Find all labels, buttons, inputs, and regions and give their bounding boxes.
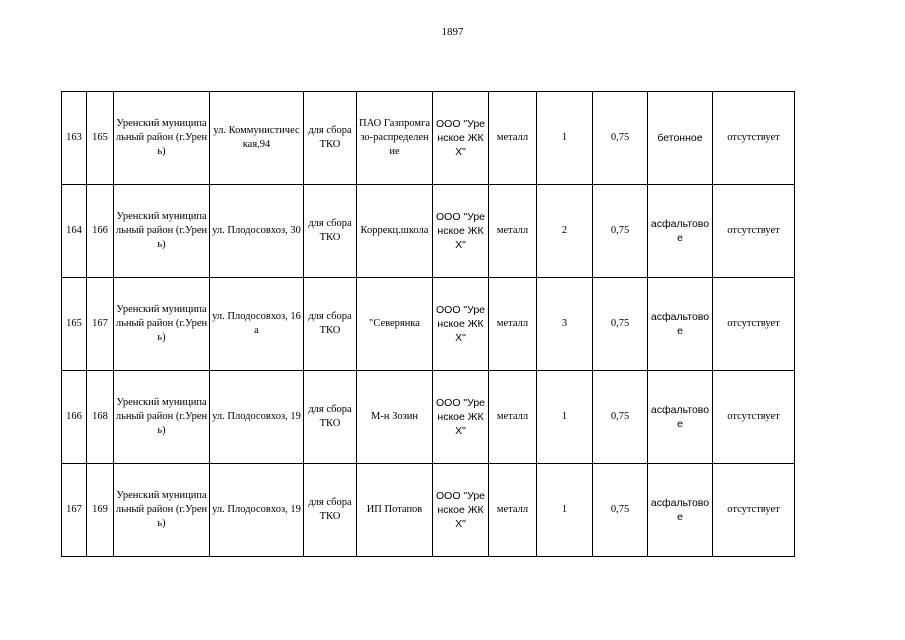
owner-cell: Коррекц.школа xyxy=(357,185,433,278)
owner-cell: М-н Зозин xyxy=(357,371,433,464)
site-id-cell: 165 xyxy=(87,92,114,185)
district-cell: Уренский муниципальный район (г.Урень) xyxy=(114,92,210,185)
operator-cell: ООО "Уренское ЖКХ" xyxy=(433,278,489,371)
container-count-cell: 1 xyxy=(537,464,593,557)
operator-cell: ООО "Уренское ЖКХ" xyxy=(433,464,489,557)
material-cell: металл xyxy=(489,464,537,557)
material-cell: металл xyxy=(489,92,537,185)
page-number: 1897 xyxy=(441,26,464,38)
row-number-cell: 166 xyxy=(62,371,87,464)
volume-cell: 0,75 xyxy=(593,371,648,464)
container-sites-table xyxy=(61,91,795,557)
owner-cell: "Северянка xyxy=(357,278,433,371)
material-cell: металл xyxy=(489,278,537,371)
operator-cell: ООО "Уренское ЖКХ" xyxy=(433,185,489,278)
row-number-cell: 164 xyxy=(62,185,87,278)
district-cell: Уренский муниципальный район (г.Урень) xyxy=(114,371,210,464)
surface-cell: бетонное xyxy=(648,92,713,185)
surface-cell: асфальтовое xyxy=(648,185,713,278)
table-row xyxy=(62,278,795,371)
site-id-cell: 169 xyxy=(87,464,114,557)
district-cell: Уренский муниципальный район (г.Урень) xyxy=(114,464,210,557)
volume-cell: 0,75 xyxy=(593,464,648,557)
site-id-cell: 166 xyxy=(87,185,114,278)
table-row xyxy=(62,92,795,185)
address-cell: ул. Плодосовхоз, 19 xyxy=(210,371,304,464)
material-cell: металл xyxy=(489,185,537,278)
material-cell: металл xyxy=(489,371,537,464)
surface-cell: асфальтовое xyxy=(648,464,713,557)
operator-cell: ООО "Уренское ЖКХ" xyxy=(433,92,489,185)
district-cell: Уренский муниципальный район (г.Урень) xyxy=(114,278,210,371)
purpose-cell: для сбора ТКО xyxy=(304,371,357,464)
table-row xyxy=(62,185,795,278)
fence-cell: отсутствует xyxy=(713,185,795,278)
operator-cell: ООО "Уренское ЖКХ" xyxy=(433,371,489,464)
address-cell: ул. Плодосовхоз, 30 xyxy=(210,185,304,278)
purpose-cell: для сбора ТКО xyxy=(304,464,357,557)
row-number-cell: 167 xyxy=(62,464,87,557)
site-id-cell: 168 xyxy=(87,371,114,464)
fence-cell: отсутствует xyxy=(713,92,795,185)
container-count-cell: 1 xyxy=(537,371,593,464)
row-number-cell: 163 xyxy=(62,92,87,185)
surface-cell: асфальтовое xyxy=(648,371,713,464)
purpose-cell: для сбора ТКО xyxy=(304,92,357,185)
district-cell: Уренский муниципальный район (г.Урень) xyxy=(114,185,210,278)
fence-cell: отсутствует xyxy=(713,278,795,371)
address-cell: ул. Коммунистическая,94 xyxy=(210,92,304,185)
table-body xyxy=(62,92,795,557)
surface-cell: асфальтовое xyxy=(648,278,713,371)
site-id-cell: 167 xyxy=(87,278,114,371)
container-count-cell: 1 xyxy=(537,92,593,185)
row-number-cell: 165 xyxy=(62,278,87,371)
fence-cell: отсутствует xyxy=(713,371,795,464)
address-cell: ул. Плодосовхоз, 19 xyxy=(210,464,304,557)
volume-cell: 0,75 xyxy=(593,278,648,371)
table-row xyxy=(62,464,795,557)
address-cell: ул. Плодосовхоз, 16а xyxy=(210,278,304,371)
fence-cell: отсутствует xyxy=(713,464,795,557)
table-row xyxy=(62,371,795,464)
owner-cell: ПАО Газпромгазо-распределение xyxy=(357,92,433,185)
purpose-cell: для сбора ТКО xyxy=(304,278,357,371)
volume-cell: 0,75 xyxy=(593,92,648,185)
container-count-cell: 3 xyxy=(537,278,593,371)
volume-cell: 0,75 xyxy=(593,185,648,278)
purpose-cell: для сбора ТКО xyxy=(304,185,357,278)
container-count-cell: 2 xyxy=(537,185,593,278)
owner-cell: ИП Потапов xyxy=(357,464,433,557)
